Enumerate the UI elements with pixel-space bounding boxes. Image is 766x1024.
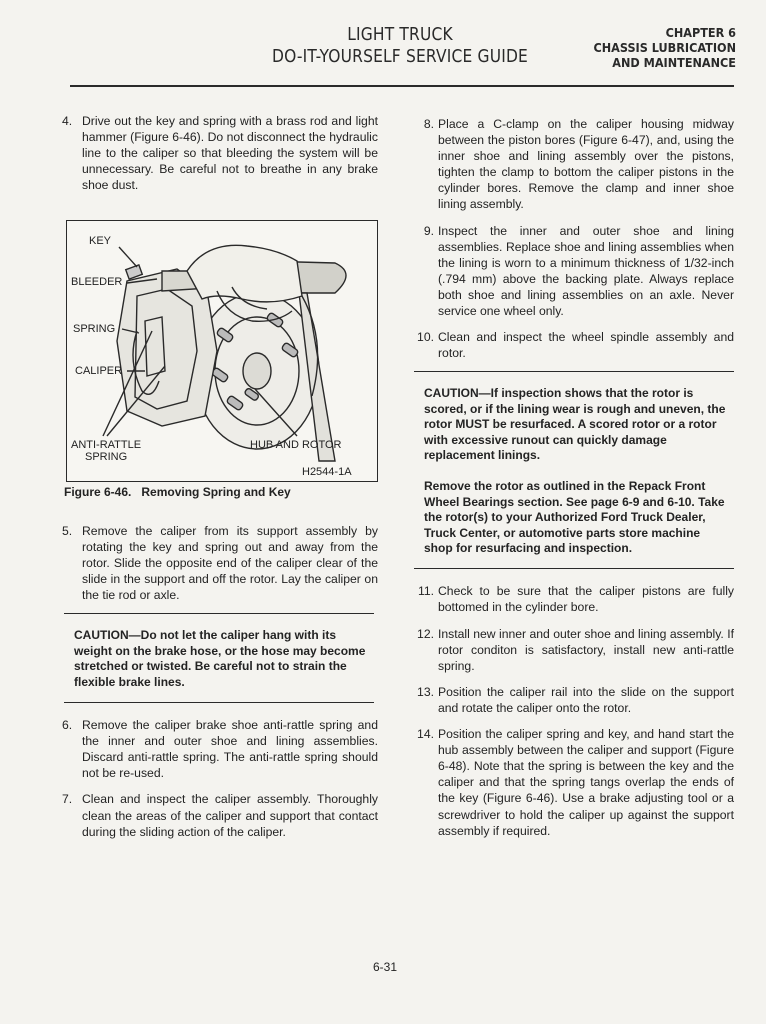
figure-caption [64,485,291,499]
step-text: Clean and inspect the wheel spindle assembly and rotor. [438,330,734,361]
caution-box-rotor [414,371,734,569]
caution-resurface-text: Remove the rotor as outlined in the Repack Front Wheel Bearings section. See page 6-9 and 6-10. Take the rotor(s) to your Authorized Ford Truck Dealer, Truck Center, or automotive parts store machine shop for resurfacing and inspection. [424,479,725,555]
step-10 [414,329,734,361]
caution-box-caliper [64,613,374,703]
step-4 [62,113,378,193]
step-number: 10. [417,330,434,345]
step-number: 11. [417,584,434,599]
chapter-heading [570,25,736,70]
step-text: Drive out the key and spring with a brass rod and light hammer (Figure 6-46). Do not disconnect the hydraulic line to the caliper so that bleeding the system will be unnecessary. Be careful not to breathe in any brake shoe dust. [82,114,378,193]
step-text: Check to be sure that the caliper pistons are fully bottomed in the cylinder bore. [438,584,734,615]
step-text: Clean and inspect the caliper assembly. Thoroughly clean the areas of the caliper and support that contact during the sliding action of the caliper. [82,792,378,839]
step-text: Remove the caliper brake shoe anti-rattle spring and the inner and outer shoe and lining assemblies. Discard anti-rattle spring. The anti-rattle spring should not be re-used. [82,718,378,781]
step-text: Inspect the inner and outer shoe and lining assemblies. Replace shoe and lining assemblies when the lining is worn to a minimum thickness of 1/32-inch (.794 mm) above the backing plate. Always replace both shoe and lining assemblies on an axle. Never service one wheel only. [438,223,734,319]
step-5 [62,523,378,603]
caution-text: CAUTION—Do not let the caliper hang with its weight on the brake hose, or the hose may become stretched or twisted. Be careful not to strain the flexible brake lines. [74,628,366,689]
chapter-title-line-1: CHASSIS LUBRICATION [593,40,736,55]
step-11 [414,583,734,615]
figure-code: H2544-1A [302,466,352,478]
figure-number: Figure 6-46. [64,485,132,499]
page-number: 6-31 [373,960,398,974]
step-6 [62,717,378,781]
step-text: Install new inner and outer shoe and lining assembly. If rotor conditon is satisfactory, install new anti-rattle spring. [438,626,734,673]
step-number: 7. [62,792,73,807]
figure-6-46 [66,220,378,482]
figure-label-anti-rattle: ANTI-RATTLE [71,439,142,451]
step-number: 5. [62,524,73,538]
step-text: Position the caliper rail into the slide on the support and rotate the caliper onto the rotor. [438,684,734,715]
step-number: 6. [62,718,73,733]
header-title-line-2: DO-IT-YOURSELF SERVICE GUIDE [271,46,528,67]
step-text: Place a C-clamp on the caliper housing midway between the piston bores (Figure 6-47), and, using the inner shoe and lining assembly over the pistons, tighten the clamp to bottom the caliper pistons in the cylinder bores. Remove the clamp and inner shoe lining assembly. [438,117,734,212]
figure-label-key: KEY [89,235,112,247]
header-title-line-1: LIGHT TRUCK [347,24,453,45]
right-column [414,116,734,849]
chapter-number: CHAPTER 6 [665,25,736,40]
step-number: 8. [423,117,434,131]
step-number: 9. [423,223,434,238]
step-number: 4. [62,114,73,128]
figure-label-caliper: CALIPER [75,365,123,377]
page-header-title [271,24,529,68]
figure-label-hub-rotor: HUB AND ROTOR [250,439,342,451]
header-rule [70,85,734,87]
step-text: Position the caliper spring and key, and hand start the hub assembly between the caliper and support (Figure 6-48). Note that the spring is between the key and the caliper and that the spring tangs overlap the ends of the key (Figure 6-46). Use a brake adjusting tool or a screwdriver to hold the caliper up against the support assembly if required. [438,727,734,838]
step-13 [414,684,734,716]
step-12 [414,626,734,674]
figure-title: Removing Spring and Key [141,485,291,499]
step-number: 14. [417,727,434,742]
figure-label-anti-rattle-spring: SPRING [85,451,128,463]
left-column-bottom [62,523,378,850]
step-number: 12. [417,626,434,641]
step-9 [414,223,734,320]
step-number: 13. [417,684,434,699]
figure-label-bleeder: BLEEDER [71,276,123,288]
figure-label-spring: SPRING [73,323,116,335]
left-column-top [62,113,378,203]
step-text: Remove the caliper from its support assembly by rotating the key and spring out and away from the rotor. Slide the opposite end of the caliper clear of the slide in the support and off the rotor. Lay the caliper on the tie rod or axle. [82,524,378,603]
step-7 [62,791,378,839]
caution-text: CAUTION—If inspection shows that the rotor is scored, or if the lining wear is rough and uneven, the rotor MUST be resurfaced. A scored rotor or a rotor with excessive runout can quickly damage replacement linings. [424,386,726,462]
chapter-title-line-2: AND MAINTENANCE [612,55,736,70]
step-8 [414,116,734,213]
step-14 [414,726,734,839]
